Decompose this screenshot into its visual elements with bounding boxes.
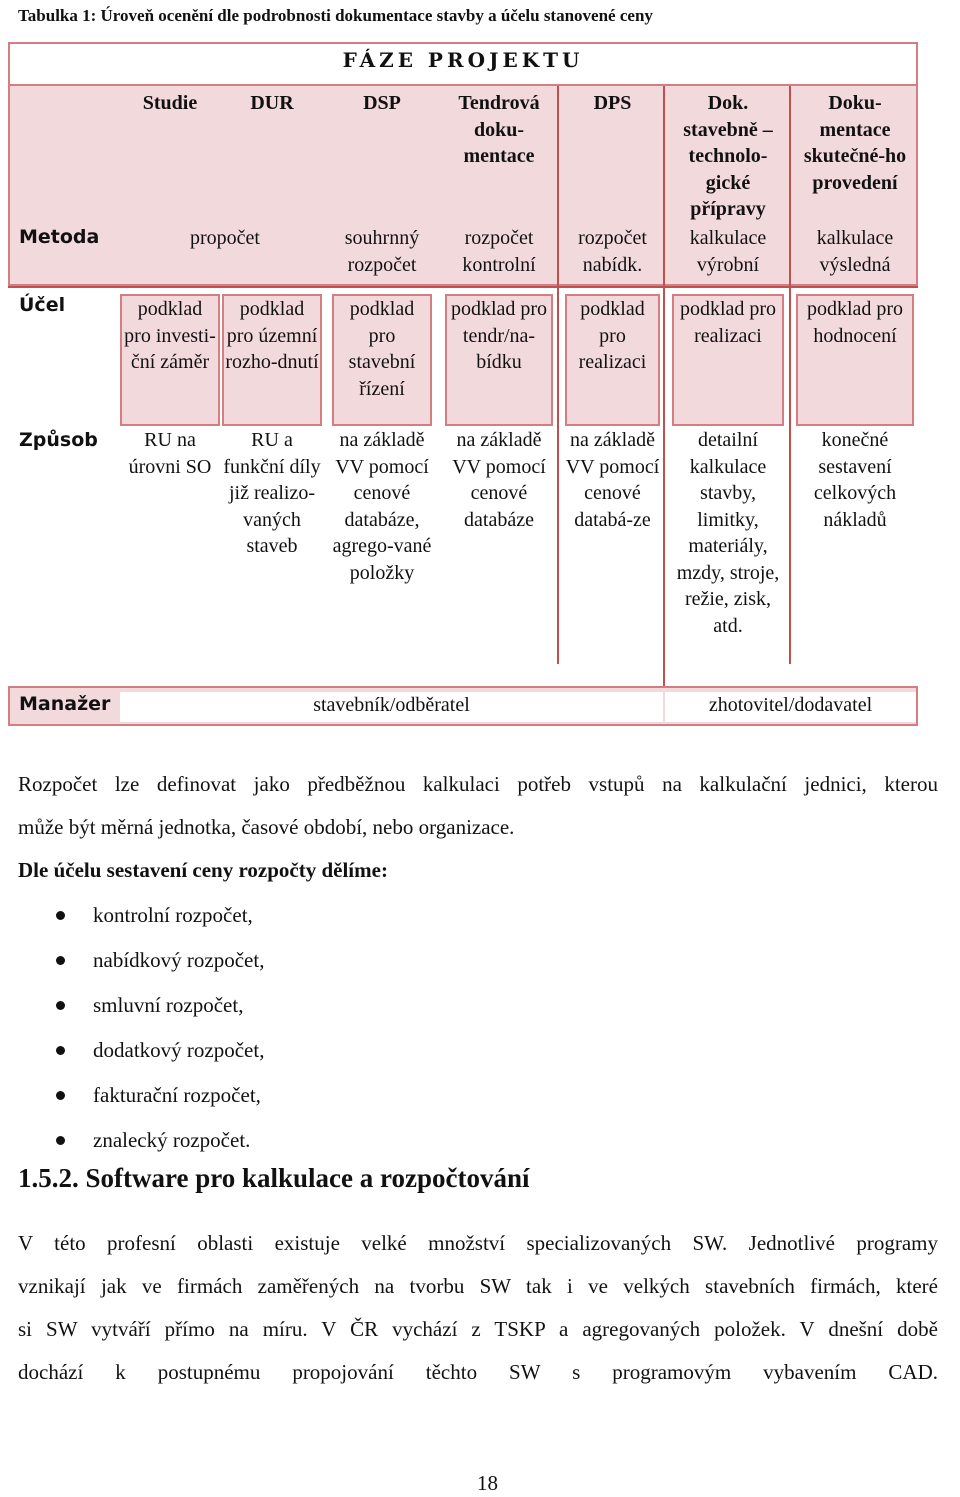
bullet-icon <box>56 1001 65 1010</box>
table-caption: Tabulka 1: Úroveň ocenění dle podrobnosti dokumentace stavby a účelu stanovené ceny <box>18 6 653 25</box>
row-label-ucel: Účel <box>19 294 66 316</box>
zpusob-dur: RU a funkční díly již realizo-vaných staveb <box>223 429 321 557</box>
col-header-tendr <box>445 90 553 170</box>
col-divider <box>557 86 559 664</box>
list-item-text: smluvní rozpočet, <box>93 993 244 1017</box>
metoda-tendr: rozpočet kontrolní <box>462 227 536 276</box>
ucel-dok: podklad pro realizaci <box>672 294 784 426</box>
list-item <box>0 893 700 938</box>
col-header-dps: DPS <box>593 92 632 114</box>
metoda-propocet: propočet <box>190 227 260 249</box>
paragraph-1-line-1: Rozpočet lze definovat jako předběžnou kalkulaci potřeb vstupů na kalkulační jednici, kterou <box>18 772 938 796</box>
list-item-text: fakturační rozpočet, <box>93 1083 261 1107</box>
metoda-dok: kalkulace výrobní <box>689 227 767 276</box>
row-label-manazer: Manažer <box>19 693 111 715</box>
page-number: 18 <box>477 1471 498 1495</box>
list-item-text: nabídkový rozpočet, <box>93 948 265 972</box>
paragraph-2-line-4: dochází k postupnému propojování těchto SW s programovým vybavením CAD. <box>18 1360 938 1384</box>
manazer-left-text: stavebník/odběratel <box>313 694 470 716</box>
bullet-icon <box>56 911 65 920</box>
col-header-dur: DUR <box>250 92 294 114</box>
paragraph-2-line-2: vznikají jak ve firmách zaměřených na tvorbu SW tak i ve velkých stavebních firmách, které <box>18 1274 938 1298</box>
zpusob-dsp: na základě VV pomocí cenové databáze, agrego-vané položky <box>332 429 432 584</box>
bullet-icon <box>56 1046 65 1055</box>
list-item <box>0 1073 700 1118</box>
metoda-skut: kalkulace výsledná <box>816 227 894 276</box>
list-item-text: znalecký rozpočet. <box>93 1128 251 1152</box>
paragraph-1-line-2: může být měrná jednotka, časové období, nebo organizace. <box>18 815 515 839</box>
section-heading: 1.5.2. Software pro kalkulace a rozpočtování <box>18 1163 530 1193</box>
ucel-dps: podklad pro realizaci <box>565 294 660 426</box>
bullet-icon <box>56 956 65 965</box>
list-item <box>0 983 700 1028</box>
metoda-dps: rozpočet nabídk. <box>578 227 647 276</box>
zpusob-studie: RU na úrovni SO <box>128 429 212 478</box>
zpusob-tendr: na základě VV pomocí cenové databáze <box>452 429 546 531</box>
list-item-text: kontrolní rozpočet, <box>93 903 253 927</box>
row-divider <box>8 286 918 288</box>
bullet-icon <box>56 1091 65 1100</box>
ucel-dsp: podklad pro stavební řízení <box>332 294 432 426</box>
col-header-dsp: DSP <box>363 92 401 114</box>
metoda-dsp: souhrnný rozpočet <box>344 227 420 276</box>
list-item <box>0 1028 700 1073</box>
zpusob-skut: konečné sestavení celkových nákladů <box>813 429 897 531</box>
list-item-text: dodatkový rozpočet, <box>93 1038 265 1062</box>
col-header-skut: Doku-mentace skutečné-ho provedení <box>803 92 907 194</box>
manazer-right-text: zhotovitel/dodavatel <box>708 694 873 716</box>
list-item <box>0 1118 700 1163</box>
bullet-icon <box>56 1136 65 1145</box>
col-header-dok: Dok. stavebně – technolo-gické přípravy <box>683 92 773 220</box>
col-divider <box>789 86 791 664</box>
col-divider <box>663 86 665 726</box>
col-header-tendr-text: Tendrová doku-mentace <box>458 92 540 167</box>
zpusob-dok: detailní kalkulace stavby, limitky, materiály, mzdy, stroje, režie, zisk, atd. <box>676 429 780 637</box>
phase-header: FÁZE PROJEKTU <box>8 42 918 86</box>
bold-lead: Dle účelu sestavení ceny rozpočty dělíme: <box>18 858 388 882</box>
ucel-skut: podklad pro hodnocení <box>796 294 914 426</box>
zpusob-dps: na základě VV pomocí cenové databá-ze <box>565 429 660 531</box>
col-header-studie: Studie <box>142 92 198 114</box>
paragraph-2-line-1: V této profesní oblasti existuje velké množství specializovaných SW. Jednotlivé programy <box>18 1231 938 1255</box>
ucel-studie: podklad pro investi-ční záměr <box>120 294 220 426</box>
row-label-zpusob: Způsob <box>19 429 98 451</box>
list-item <box>0 938 700 983</box>
budget-types-list <box>0 893 700 1163</box>
paragraph-2-line-3: si SW vytváří přímo na míru. V ČR vychází z TSKP a agregovaných položek. V dnešní době <box>18 1317 938 1341</box>
ucel-tendr: podklad pro tendr/na-bídku <box>445 294 553 426</box>
ucel-dur: podklad pro územní rozho-dnutí <box>222 294 322 426</box>
row-label-metoda: Metoda <box>19 226 100 248</box>
